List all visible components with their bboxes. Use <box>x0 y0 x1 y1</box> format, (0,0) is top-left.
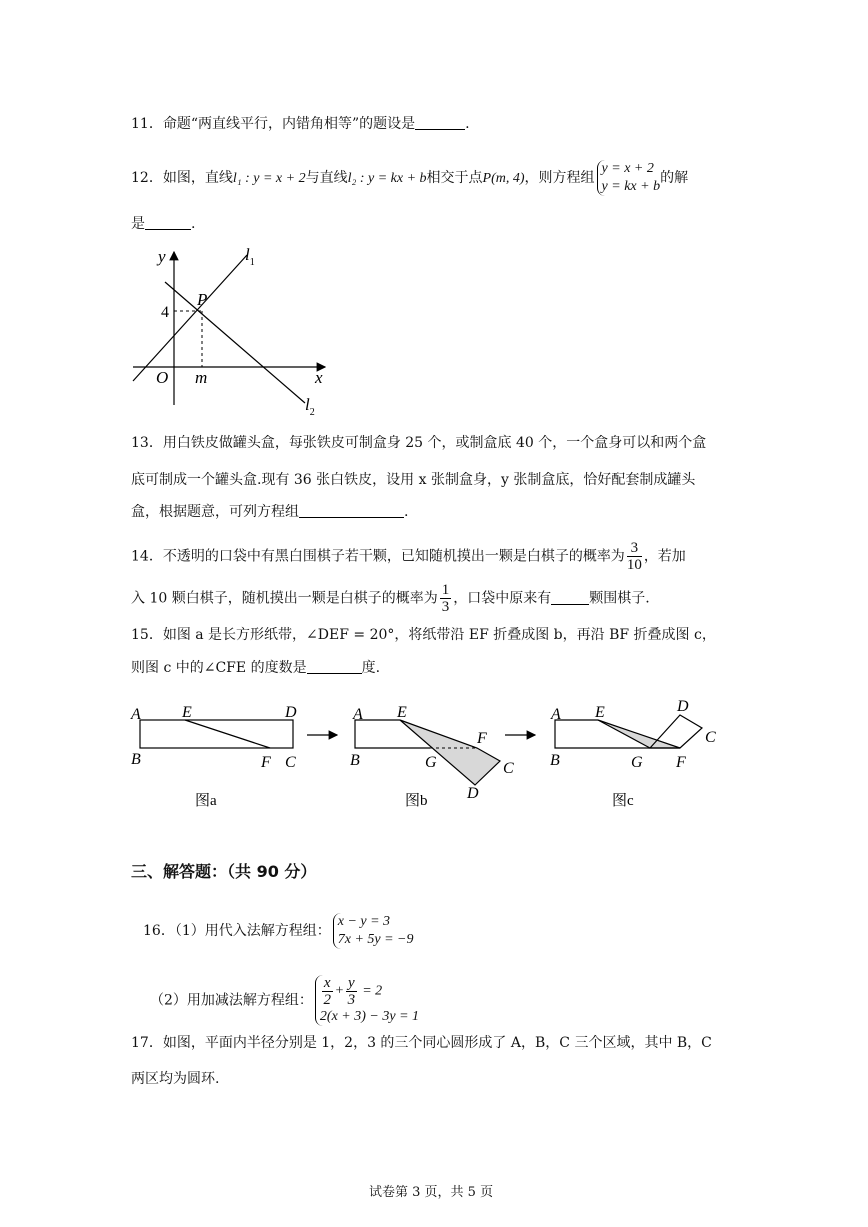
question-12-line2 <box>131 214 195 234</box>
svg-text:G: G <box>631 754 643 771</box>
caption-figure-c: 图c <box>612 793 634 809</box>
q13-line-1: 13．用白铁皮做罐头盒，每张铁皮可制盒身 25 个，或制盒底 40 个，一个盒身可以和两个盒 <box>131 435 707 451</box>
svg-text:A: A <box>131 706 141 723</box>
svg-text:D: D <box>285 704 297 721</box>
q16-system-1: x − y = 3 7x + 5y = −9 <box>333 913 414 949</box>
q14-fraction-2: $\frac{1}{3}$ <box>441 582 450 615</box>
q14-fraction-1: $\frac{3}{10}$ <box>626 540 642 573</box>
svg-text:C: C <box>285 754 296 771</box>
q13-line-3 <box>131 502 408 522</box>
svg-text:C: C <box>705 729 716 746</box>
q15-text-2b: 度. <box>361 660 381 676</box>
svg-text:A: A <box>551 706 561 723</box>
q17-line-2: 两区均为圆环. <box>131 1071 220 1087</box>
q12-line-l1: l₁ : y = x + 2 <box>232 171 306 186</box>
figure-c <box>550 698 716 809</box>
q15-line-1: 15．如图 a 是长方形纸带，∠DEF = 20°，将纸带沿 EF 折叠成图 b，再沿 BF 折叠成图 c， <box>131 627 716 643</box>
q15-text-2a: 则图 c 中的∠CFE 的度数是 <box>131 660 307 676</box>
q14-text-5: 颗围棋子. <box>589 590 650 607</box>
q14-text-4: ，口袋中原来有 <box>453 590 552 607</box>
q12-eq-1: y = x + 2 <box>601 161 654 176</box>
q13-line-2: 底可制成一个罐头盒.现有 36 张白铁皮，设用 x 张制盒身，y 张制盒底，恰好配套制成罐头 <box>131 472 696 488</box>
q12-text-1: 12．如图，直线 <box>131 170 233 186</box>
q13-text-3: 盒，根据题意，可列方程组 <box>131 504 299 520</box>
svg-text:G: G <box>425 754 437 771</box>
figure-b <box>350 704 514 809</box>
q12-end: . <box>191 216 196 232</box>
q14-text-1: 14．不透明的口袋中有黑白围棋子若干颗，已知随机摸出一颗是白棋子的概率为 <box>131 548 625 565</box>
svg-text:D: D <box>467 785 479 802</box>
label-origin: O <box>156 368 169 387</box>
q16-text-2: （2）用加减法解方程组： <box>150 992 313 1009</box>
label-x: x <box>315 368 323 387</box>
q12-answer-blank <box>145 215 191 230</box>
label-p: P <box>197 290 208 309</box>
label-y: y <box>158 247 166 266</box>
label-l1: $l_1$ <box>245 245 255 268</box>
q12-eq-2: y = kx + b <box>601 179 661 194</box>
q14-line-1 <box>131 540 686 573</box>
caption-figure-b: 图b <box>405 793 428 809</box>
page-footer: 试卷第 3 页，共 5 页 <box>369 1185 494 1200</box>
q16-part-2 <box>150 975 419 1026</box>
q13-answer-blank <box>299 503 404 518</box>
q12-text-4: ，则方程组 <box>524 170 595 186</box>
q12-equation-system <box>597 160 661 196</box>
svg-text:B: B <box>131 751 141 768</box>
q16-part-1 <box>143 913 414 949</box>
svg-text:B: B <box>550 752 560 769</box>
q16-system-2: $\frac{x}{2}$ + $\frac{y}{3}$ = 2 2(x + 3) − 3y = 1 <box>315 975 419 1026</box>
svg-text:A: A <box>353 706 363 723</box>
q12-point-p: P(m, 4) <box>482 171 525 186</box>
question-11 <box>131 114 470 134</box>
caption-figure-a: 图a <box>195 793 217 809</box>
q17-line-1: 17．如图，平面内半径分别是 1，2，3 的三个同心圆形成了 A，B，C 三个区域，其中 B，C <box>131 1035 712 1051</box>
q14-text-3: 入 10 颗白棋子，随机摸出一颗是白棋子的概率为 <box>131 590 438 607</box>
svg-text:E: E <box>595 704 605 721</box>
q15-line-2 <box>131 658 380 678</box>
q14-answer-blank <box>551 590 589 605</box>
line-l2 <box>165 282 305 403</box>
q16-text-1: 16．（1）用代入法解方程组： <box>143 923 331 939</box>
svg-text:C: C <box>503 760 514 777</box>
q13-end: . <box>404 504 409 520</box>
q11-end: . <box>465 116 470 132</box>
q14-text-2: ，若加 <box>643 548 686 565</box>
figure-a <box>130 704 297 809</box>
q11-answer-blank <box>415 115 465 130</box>
q12-text-5: 的解 <box>660 170 689 186</box>
question-12 <box>131 160 688 196</box>
label-l2: $l_2$ <box>305 395 315 418</box>
svg-text:E: E <box>182 704 192 721</box>
line-l1 <box>133 255 247 381</box>
q12-text-6: 是 <box>131 216 145 232</box>
svg-text:D: D <box>677 698 689 715</box>
q15-figures <box>125 695 735 815</box>
q12-graph <box>125 240 335 420</box>
svg-text:E: E <box>397 704 407 721</box>
q15-answer-blank <box>307 659 362 674</box>
label-4: 4 <box>161 304 169 321</box>
q11-text: 11．命题“两直线平行，内错角相等”的题设是 <box>131 116 416 132</box>
svg-text:F: F <box>676 754 686 771</box>
q12-line-l2: l₂ : y = kx + b <box>347 171 427 186</box>
section-3-heading: 三、解答题：（共 90 分） <box>131 862 317 881</box>
svg-text:F: F <box>261 754 271 771</box>
label-m: m <box>195 368 208 387</box>
q12-text-2: 与直线 <box>305 170 348 186</box>
svg-text:B: B <box>350 752 360 769</box>
q14-line-2 <box>131 582 650 615</box>
q12-text-3: 相交于点 <box>426 170 483 186</box>
svg-text:F: F <box>477 730 487 747</box>
